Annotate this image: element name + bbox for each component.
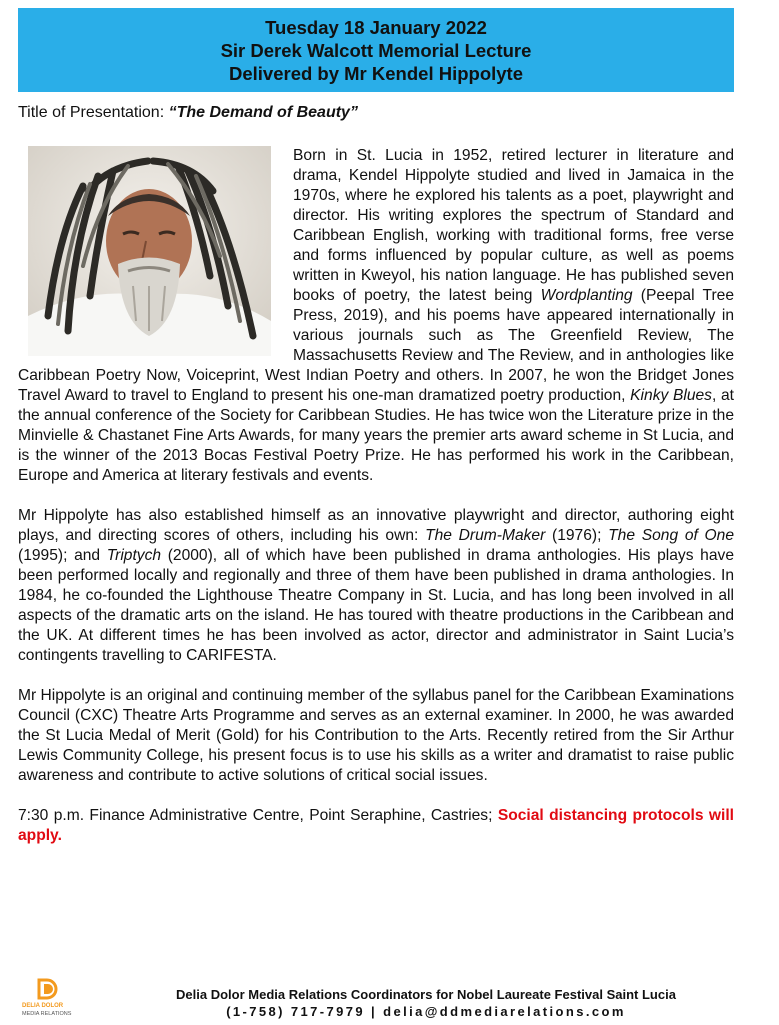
bio-paragraph-2 (18, 506, 734, 666)
bio-p3-s0: Mr Hippolyte is an original and continuing member of the syllabus panel for the Caribbean Examinations Council (CXC) Theatre Arts Programme and serves as an external examiner. In 2000, he was awarded the St Lucia Medal of Merit (Gold) for his Contribution to the Arts. Recently retired from the Sir Arthur Lewis Community College, his present focus is to use his skills as a writer and dramatist to raise public awareness and contribute to active solutions of critical social issues. (18, 687, 734, 784)
bio-p2-s1: The Drum-Maker (425, 527, 546, 544)
bio-content (18, 146, 734, 866)
venue-line (18, 806, 734, 846)
footer-org: Delia Dolor Media Relations Coordinators for Nobel Laureate Festival Saint Lucia (176, 987, 676, 1002)
bio-p2-s2: (1976); (545, 527, 609, 544)
header-banner (18, 8, 734, 92)
bio-p2-s3: The Song of One (608, 527, 735, 544)
presentation-title-line (18, 104, 358, 122)
presentation-label: Title of Presentation: (18, 104, 169, 121)
logo-top-text: DELIA DOLOR (22, 1003, 64, 1009)
bio-p1-s1: Wordplanting (540, 287, 633, 304)
logo-mark-icon (18, 978, 114, 1020)
distancing-notice: Social distancing protocols will apply. (18, 807, 734, 844)
bio-p2-s4: (1995); and (18, 547, 107, 564)
presentation-title: “The Demand of Beauty” (168, 104, 358, 121)
footer (118, 986, 734, 1020)
bio-p1-s0: Born in St. Lucia in 1952, retired lecturer in literature and drama, Kendel Hippolyte studied and lived in Jamaica in the 1970s, where he explored his talents as a poet, playwright and director. His writing explores the spectrum of Standard and Caribbean English, working with traditional forms, free verse and forms influenced by popular culture, as well as poems written in Kweyol, his nation language. He has published seven books of poetry, the latest being (293, 147, 734, 304)
bio-p1-s2: (Peepal Tree Press, 2019), and his poems have appeared internationally in various journals such as The Greenfield Review, The Massachusetts Review and The Review, and in anthologies like Caribbean Poetry Now, Voiceprint, West Indian Poetry and others. In 2007, he won the Bridget Jones Travel Award to travel to England to present his one-man dramatized poetry production, (18, 287, 734, 404)
event-speaker: Delivered by Mr Kendel Hippolyte (228, 63, 523, 84)
venue-details: 7:30 p.m. Finance Administrative Centre, Point Seraphine, Castries; (18, 807, 498, 824)
bio-p1-s3: Kinky Blues (630, 387, 712, 404)
bio-paragraph-3 (18, 686, 734, 786)
event-date: Tuesday 18 January 2022 (265, 17, 487, 38)
delia-dolor-logo (18, 978, 114, 1020)
bio-p2-s5: Triptych (106, 547, 162, 564)
speaker-portrait-image (28, 146, 271, 356)
footer-contact: (1-758) 717-7979 | delia@ddmediarelations.com (226, 1004, 626, 1019)
bio-p2-s0: Mr Hippolyte has also established himself as an innovative playwright and director, authoring eight plays, and directing scores of others, including his own: (18, 507, 734, 544)
speaker-photo (28, 146, 271, 356)
bio-p1-s4: , at the annual conference of the Society for Caribbean Studies. He has twice won the Literature prize in the Minvielle & Chastanet Fine Arts Awards, for many years the premier arts award scheme in St Lucia, and is the winner of the 2013 Bocas Festival Poetry Prize. He has performed his work in the Caribbean, Europe and America at literary festivals and events. (18, 387, 735, 484)
logo-bottom-text: MEDIA RELATIONS (22, 1011, 72, 1017)
bio-p2-s6: (2000), all of which have been published in drama anthologies. His plays have been performed locally and regionally and three of them have been published in drama anthologies. In 1984, he co-founded the Lighthouse Theatre Company in St. Lucia, and has long been involved in all aspects of the dramatic arts on the island. He has toured with theatre productions in the Caribbean and the UK. At different times he has been involved as actor, director and administrator in Saint Lucia’s contingents travelling to CARIFESTA. (18, 547, 734, 664)
event-title: Sir Derek Walcott Memorial Lecture (220, 40, 532, 61)
